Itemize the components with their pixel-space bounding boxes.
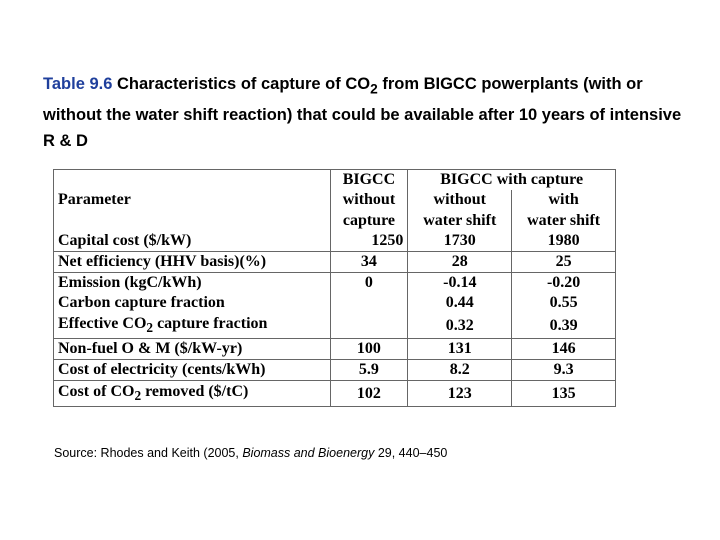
header-parameter: Parameter xyxy=(54,170,330,231)
table-row xyxy=(54,273,615,294)
row-label-subscript: 2 xyxy=(146,319,154,335)
row-label: Capital cost ($/kW) xyxy=(54,231,330,252)
row-label-a: Effective CO xyxy=(58,314,147,332)
cell-without-shift: 28 xyxy=(408,251,512,272)
row-label xyxy=(54,381,330,406)
source-suffix: 29, 440–450 xyxy=(374,446,448,460)
caption-text-b: from BIGCC powerplants (with or without the water shift reaction) that could be available after 10 years of intensive R & D xyxy=(43,75,682,151)
header-col1-line3: capture xyxy=(330,210,408,230)
header-col3-line1: with xyxy=(548,191,579,209)
cell-bigcc-no-capture: 1250 xyxy=(330,231,408,252)
row-label-a: Cost of CO xyxy=(58,382,135,400)
cell-without-shift: 123 xyxy=(408,381,512,406)
row-label xyxy=(54,314,330,339)
table-row xyxy=(54,339,615,360)
table-row xyxy=(54,231,615,252)
cell-with-shift: 0.39 xyxy=(549,316,578,334)
cell-with-shift: 146 xyxy=(512,339,615,360)
cell-bigcc-no-capture xyxy=(330,293,408,313)
cell-with-shift: 1980 xyxy=(547,231,580,249)
header-group: BIGCC with capture xyxy=(440,171,584,189)
cell-bigcc-no-capture xyxy=(330,314,408,339)
row-label-subscript: 2 xyxy=(134,387,142,403)
cell-without-shift: 0.44 xyxy=(408,293,512,313)
header-col2-line2: water shift xyxy=(408,210,512,230)
cell-without-shift: 1730 xyxy=(408,231,512,252)
data-table xyxy=(54,170,615,406)
cell-with-shift: 25 xyxy=(512,251,615,272)
cell-with-shift: -0.20 xyxy=(512,273,615,294)
cell-bigcc-no-capture: 34 xyxy=(330,251,408,272)
cell-bigcc-no-capture: 100 xyxy=(330,339,408,360)
cell-with-shift: 135 xyxy=(512,381,615,406)
header-col1-line1: BIGCC xyxy=(330,170,408,190)
cell-without-shift: -0.14 xyxy=(408,273,512,294)
table-row xyxy=(54,381,615,406)
table-row xyxy=(54,293,615,313)
caption-text-a: Characteristics of capture of CO xyxy=(117,75,371,93)
cell-without-shift: 0.32 xyxy=(408,314,512,339)
row-label: Carbon capture fraction xyxy=(54,293,330,313)
cell-bigcc-no-capture: 0 xyxy=(330,273,408,294)
header-col2-line1: without xyxy=(408,190,512,210)
row-label: Cost of electricity (cents/kWh) xyxy=(54,360,330,381)
row-label-b: removed ($/tC) xyxy=(141,382,249,400)
cell-with-shift: 0.55 xyxy=(549,294,578,312)
source-journal: Biomass and Bioenergy xyxy=(242,446,375,460)
data-table-frame xyxy=(53,169,616,407)
table-caption xyxy=(43,71,693,154)
table-row xyxy=(54,360,615,381)
cell-with-shift: 9.3 xyxy=(512,360,615,381)
header-col3-line2: water shift xyxy=(527,211,601,229)
row-label-b: capture fraction xyxy=(153,314,268,332)
header-row-1 xyxy=(54,170,615,190)
row-label: Emission (kgC/kWh) xyxy=(54,273,330,294)
row-label: Non-fuel O & M ($/kW-yr) xyxy=(54,339,330,360)
table-number: Table 9.6 xyxy=(43,75,113,93)
cell-bigcc-no-capture: 5.9 xyxy=(330,360,408,381)
row-label: Net efficiency (HHV basis)(%) xyxy=(54,251,330,272)
caption-subscript: 2 xyxy=(370,81,378,97)
source-note xyxy=(54,446,447,460)
table-row xyxy=(54,314,615,339)
table-row xyxy=(54,251,615,272)
source-prefix: Source: Rhodes and Keith (2005, xyxy=(54,446,243,460)
cell-bigcc-no-capture: 102 xyxy=(330,381,408,406)
cell-without-shift: 131 xyxy=(408,339,512,360)
header-col1-line2: without xyxy=(330,190,408,210)
cell-without-shift: 8.2 xyxy=(408,360,512,381)
